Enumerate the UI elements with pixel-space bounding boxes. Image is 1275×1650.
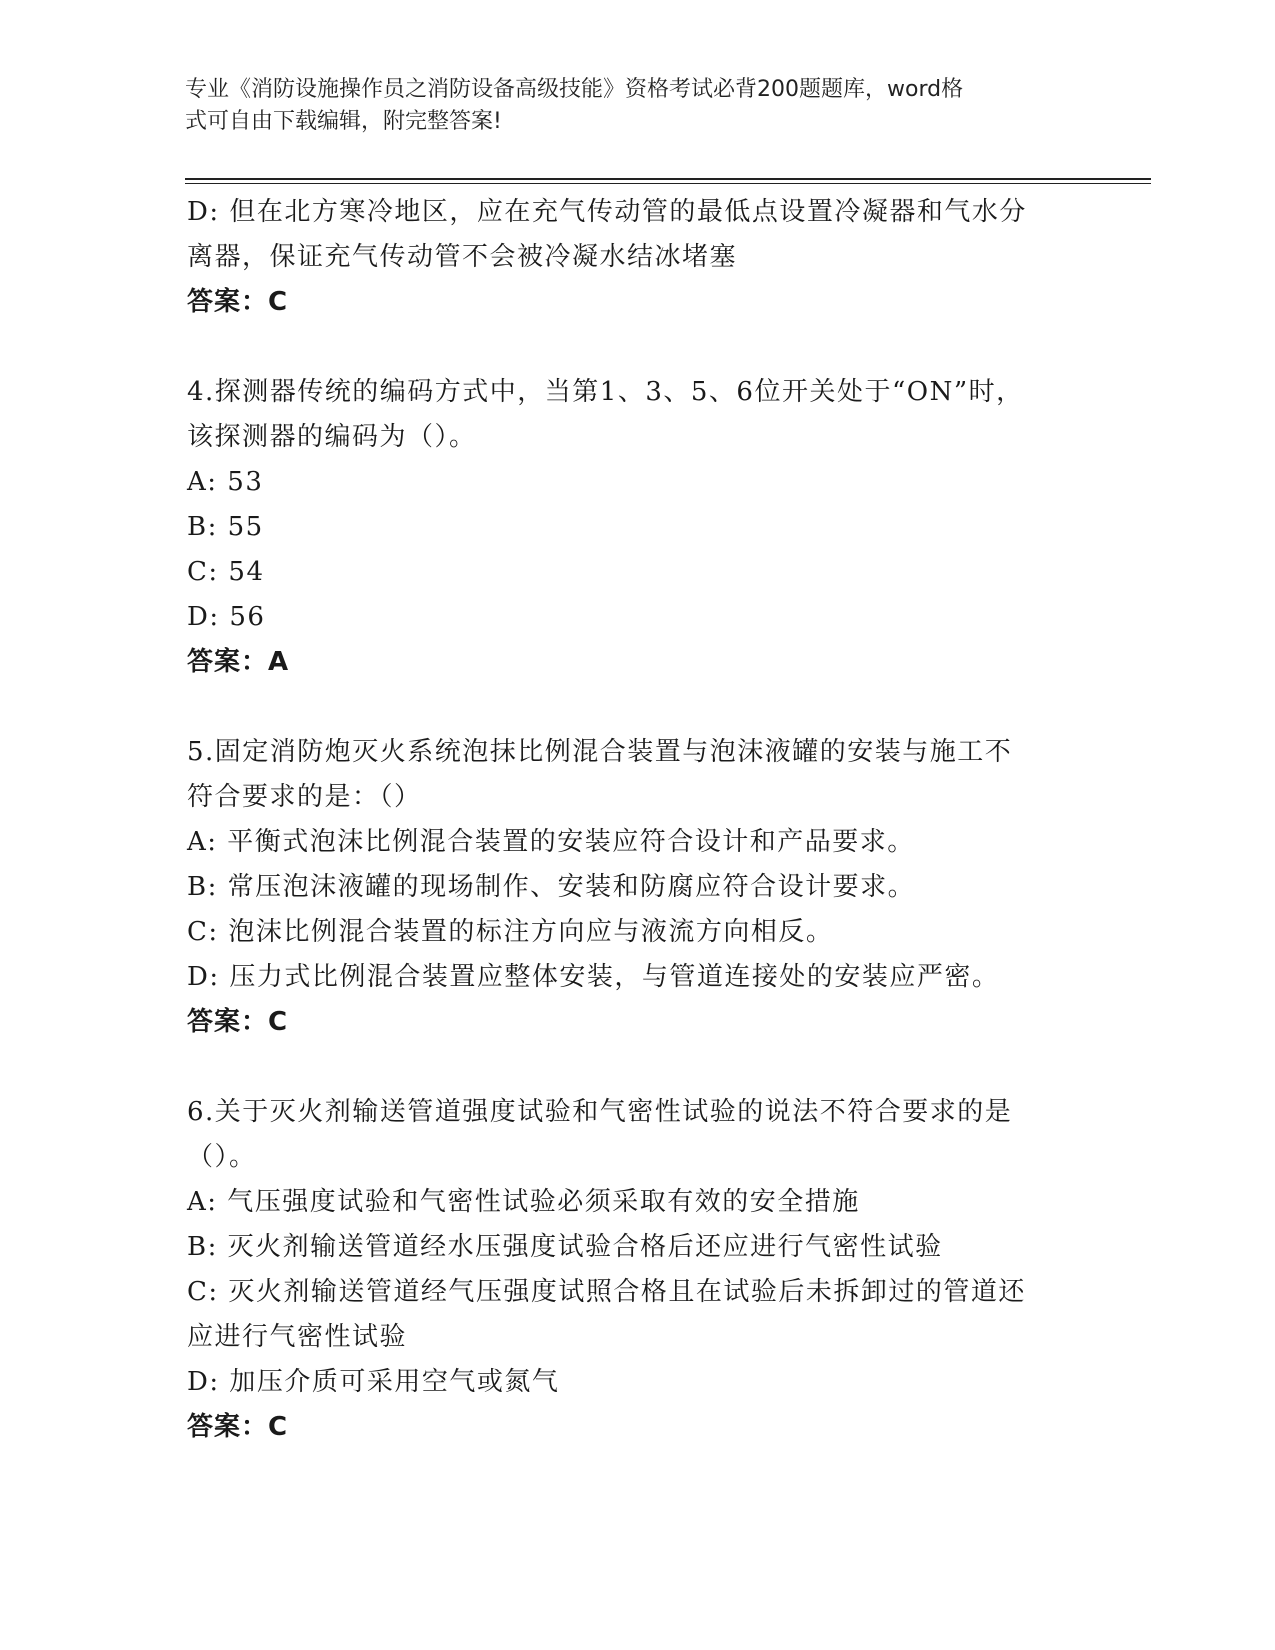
- answer-label: 答案：C: [187, 287, 289, 317]
- option-a: A: 53: [187, 467, 264, 497]
- option-d-line-2: 离器，保证充气传动管不会被冷凝水结冰堵塞: [187, 242, 738, 272]
- document-header: [185, 74, 1085, 138]
- option-b: B: 常压泡沫液罐的现场制作、安装和防腐应符合设计要求。: [187, 872, 916, 902]
- option-c: C: 泡沫比例混合装置的标注方向应与液流方向相反。: [187, 917, 834, 947]
- option-c-line-1: C: 灭火剂输送管道经气压强度试照合格且在试验后未拆卸过的管道还: [187, 1277, 1026, 1307]
- header-line-2: 式可自由下载编辑，附完整答案!: [185, 109, 502, 134]
- option-c: C: 54: [187, 557, 265, 587]
- option-a: A: 气压强度试验和气密性试验必须采取有效的安全措施: [187, 1187, 860, 1217]
- option-d-line-1: D: 但在北方寒冷地区，应在充气传动管的最低点设置冷凝器和气水分: [187, 197, 1027, 227]
- question-6: [187, 1090, 1087, 1450]
- question-4: [187, 370, 1087, 685]
- question-5: [187, 730, 1087, 1045]
- header-divider-thin: [185, 183, 1151, 184]
- question-stem-line-2: 该探测器的编码为（）。: [187, 422, 477, 452]
- question-stem-line-2: （）。: [187, 1142, 257, 1172]
- prev-question: [187, 190, 1087, 325]
- document-body: [187, 190, 1087, 1450]
- question-stem-line-1: 6.关于灭火剂输送管道强度试验和气密性试验的说法不符合要求的是: [187, 1097, 1013, 1127]
- answer-label: 答案：C: [187, 1412, 289, 1442]
- answer-label: 答案：A: [187, 647, 290, 677]
- question-stem-line-1: 5.固定消防炮灭火系统泡抹比例混合装置与泡沫液罐的安装与施工不: [187, 737, 1013, 767]
- option-d: D: 压力式比例混合装置应整体安装，与管道连接处的安装应严密。: [187, 962, 1000, 992]
- answer-label: 答案：C: [187, 1007, 289, 1037]
- option-a: A: 平衡式泡沫比例混合装置的安装应符合设计和产品要求。: [187, 827, 915, 857]
- question-stem-line-2: 符合要求的是：（）: [187, 782, 422, 812]
- option-b: B: 灭火剂输送管道经水压强度试验合格后还应进行气密性试验: [187, 1232, 943, 1262]
- question-stem-line-1: 4.探测器传统的编码方式中，当第1、3、5、6位开关处于“ON”时，: [187, 377, 1024, 407]
- header-line-1: 专业《消防设施操作员之消防设备高级技能》资格考试必背200题题库，word格: [185, 77, 964, 102]
- header-divider-thick: [185, 178, 1151, 180]
- option-d: D: 加压介质可采用空气或氮气: [187, 1367, 560, 1397]
- option-c-line-2: 应进行气密性试验: [187, 1322, 408, 1352]
- option-b: B: 55: [187, 512, 264, 542]
- option-d: D: 56: [187, 602, 266, 632]
